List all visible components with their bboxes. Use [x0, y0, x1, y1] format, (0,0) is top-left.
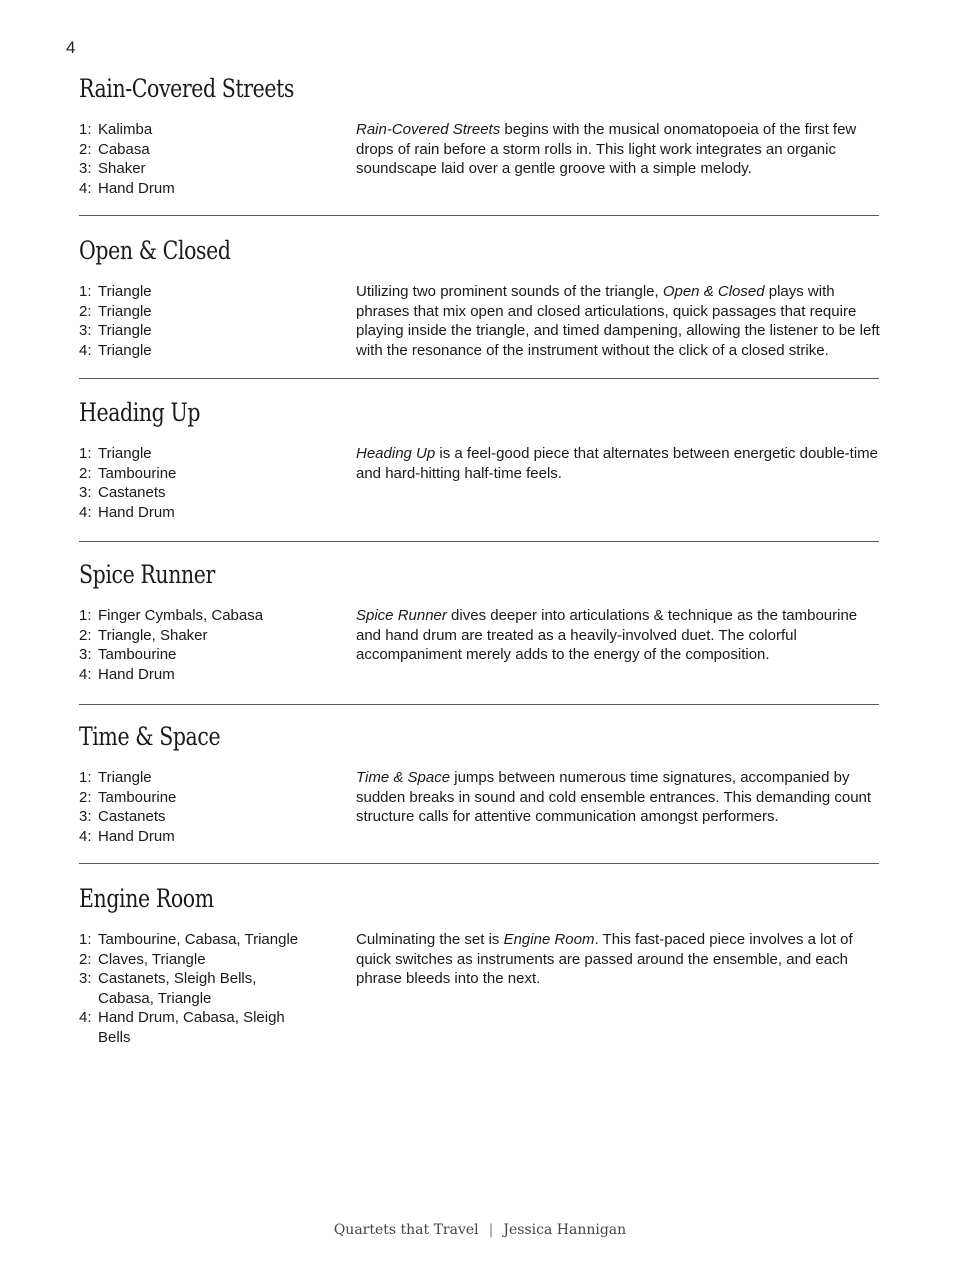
- instrument-item: [79, 341, 349, 361]
- instrument-list: [79, 930, 319, 1048]
- instrument-name: Finger Cymbals, Cabasa: [98, 607, 264, 624]
- piece-title: Open & Closed: [79, 236, 231, 265]
- instrument-item: [79, 788, 349, 808]
- instrument-name: Castanets: [98, 484, 166, 502]
- instrument-item: [79, 302, 349, 322]
- page-footer: [0, 1222, 960, 1238]
- instrument-name: Tambourine: [98, 788, 177, 806]
- instrument-name: Hand Drum: [98, 179, 175, 197]
- section-divider: [79, 704, 879, 705]
- footer-separator: |: [488, 1222, 494, 1238]
- instrument-name: Kalimba: [98, 121, 153, 138]
- piece-title: Engine Room: [79, 884, 214, 913]
- footer-author: Jessica Hannigan: [503, 1222, 627, 1238]
- description-body: plays with phrases that mix open and closed articulations, quick passages that require playing inside the triangle, and timed dampening, allowing the listener to be left with the resonance of the instrument without the click of a closed strike.: [356, 283, 880, 359]
- part-number: 1:: [79, 931, 92, 948]
- part-number: 1:: [79, 445, 92, 462]
- part-number: 4:: [79, 179, 92, 197]
- piece-description: [356, 120, 882, 179]
- part-number: 1:: [79, 283, 92, 300]
- description-title-emphasis: Spice Runner: [356, 607, 447, 624]
- instrument-item: [79, 768, 349, 788]
- instrument-item: [79, 1008, 319, 1047]
- piece-description: [356, 930, 882, 989]
- part-number: 3:: [79, 484, 92, 502]
- instrument-list: [79, 282, 349, 360]
- instrument-item: [79, 950, 319, 970]
- instrument-list: [79, 120, 349, 198]
- footer-book-title: Quartets that Travel: [333, 1222, 479, 1238]
- instrument-item: [79, 179, 349, 199]
- description-title-emphasis: Open & Closed: [662, 283, 765, 300]
- instrument-item: [79, 503, 349, 523]
- section-divider: [79, 863, 879, 864]
- instrument-list: [79, 444, 349, 522]
- piece-description: [356, 282, 882, 360]
- instrument-item: [79, 969, 319, 1008]
- part-number: 1:: [79, 121, 92, 138]
- part-number: 2:: [79, 788, 92, 806]
- instrument-name: Triangle: [98, 302, 152, 320]
- part-number: 3:: [79, 160, 92, 178]
- description-title-emphasis: Time & Space: [356, 769, 451, 786]
- part-number: 2:: [79, 950, 92, 968]
- instrument-name: Triangle, Shaker: [98, 626, 208, 644]
- instrument-item: [79, 120, 349, 140]
- part-number: 4:: [79, 665, 92, 683]
- instrument-name: Triangle: [98, 283, 152, 300]
- piece-description: [356, 444, 882, 483]
- instrument-item: [79, 645, 349, 665]
- instrument-name: Castanets: [98, 808, 166, 826]
- instrument-name: Cabasa: [98, 140, 150, 158]
- instrument-item: [79, 827, 349, 847]
- instrument-name: Triangle: [98, 445, 152, 462]
- instrument-name: Triangle: [98, 322, 152, 340]
- part-number: 4:: [79, 503, 92, 521]
- part-number: 2:: [79, 626, 92, 644]
- instrument-item: [79, 321, 349, 341]
- description-body: dives deeper into articulations & technique as the tambourine and hand drum are treated as a heavily-involved duet. The colorful accompaniment merely adds to the energy of the composition.: [356, 607, 858, 664]
- instrument-item: [79, 930, 319, 950]
- instrument-name: Hand Drum, Cabasa, Sleigh Bells: [98, 1009, 285, 1046]
- section-divider: [79, 215, 879, 216]
- part-number: 3:: [79, 322, 92, 340]
- piece-description: [356, 606, 882, 665]
- part-number: 1:: [79, 769, 92, 786]
- description-title-emphasis: Rain-Covered Streets: [356, 121, 501, 138]
- description-body: is a feel-good piece that alternates between energetic double-time and hard-hitting half-time feels.: [356, 445, 878, 482]
- part-number: 4:: [79, 827, 92, 845]
- instrument-item: [79, 464, 349, 484]
- piece-description: [356, 768, 882, 827]
- part-number: 4:: [79, 341, 92, 359]
- instrument-item: [79, 282, 349, 302]
- instrument-item: [79, 140, 349, 160]
- description-title-emphasis: Heading Up: [356, 445, 436, 462]
- instrument-item: [79, 807, 349, 827]
- instrument-item: [79, 606, 349, 626]
- instrument-item: [79, 483, 349, 503]
- section-divider: [79, 378, 879, 379]
- instrument-name: Hand Drum: [98, 665, 175, 683]
- piece-title: Spice Runner: [79, 560, 215, 589]
- instrument-item: [79, 444, 349, 464]
- instrument-name: Hand Drum: [98, 503, 175, 521]
- description-lead: Utilizing two prominent sounds of the triangle,: [356, 283, 663, 300]
- part-number: 3:: [79, 970, 92, 988]
- part-number: 2:: [79, 302, 92, 320]
- instrument-name: Tambourine, Cabasa, Triangle: [98, 931, 299, 948]
- description-body: begins with the musical onomatopoeia of the first few drops of rain before a storm rolls in. This light work integrates an organic soundscape laid over a gentle groove with a simple melody.: [356, 121, 857, 178]
- part-number: 1:: [79, 607, 92, 624]
- instrument-item: [79, 159, 349, 179]
- part-number: 3:: [79, 808, 92, 826]
- instrument-item: [79, 665, 349, 685]
- instrument-name: Tambourine: [98, 646, 177, 664]
- instrument-item: [79, 626, 349, 646]
- instrument-name: Tambourine: [98, 464, 177, 482]
- part-number: 2:: [79, 464, 92, 482]
- description-body: jumps between numerous time signatures, accompanied by sudden breaks in sound and cold ensemble entrances. This demanding count structure calls for attentive communication amongst performers.: [356, 769, 872, 826]
- instrument-list: [79, 768, 349, 846]
- piece-title: Rain-Covered Streets: [79, 74, 295, 103]
- section-divider: [79, 541, 879, 542]
- description-body: . This fast-paced piece involves a lot of quick switches as instruments are passed around the ensemble, and each phrase bleeds into the next.: [356, 931, 853, 988]
- instrument-name: Castanets, Sleigh Bells, Cabasa, Triangle: [98, 970, 257, 1007]
- instrument-name: Triangle: [98, 769, 152, 786]
- instrument-name: Claves, Triangle: [98, 950, 206, 968]
- description-lead: Culminating the set is: [356, 931, 504, 948]
- part-number: 2:: [79, 140, 92, 158]
- instrument-name: Shaker: [98, 160, 146, 178]
- page-number: 4: [66, 38, 76, 57]
- instrument-name: Hand Drum: [98, 827, 175, 845]
- instrument-name: Triangle: [98, 341, 152, 359]
- instrument-list: [79, 606, 349, 684]
- part-number: 4:: [79, 1009, 92, 1027]
- part-number: 3:: [79, 646, 92, 664]
- piece-title: Heading Up: [79, 398, 201, 427]
- description-title-emphasis: Engine Room: [503, 931, 595, 948]
- piece-title: Time & Space: [79, 722, 221, 751]
